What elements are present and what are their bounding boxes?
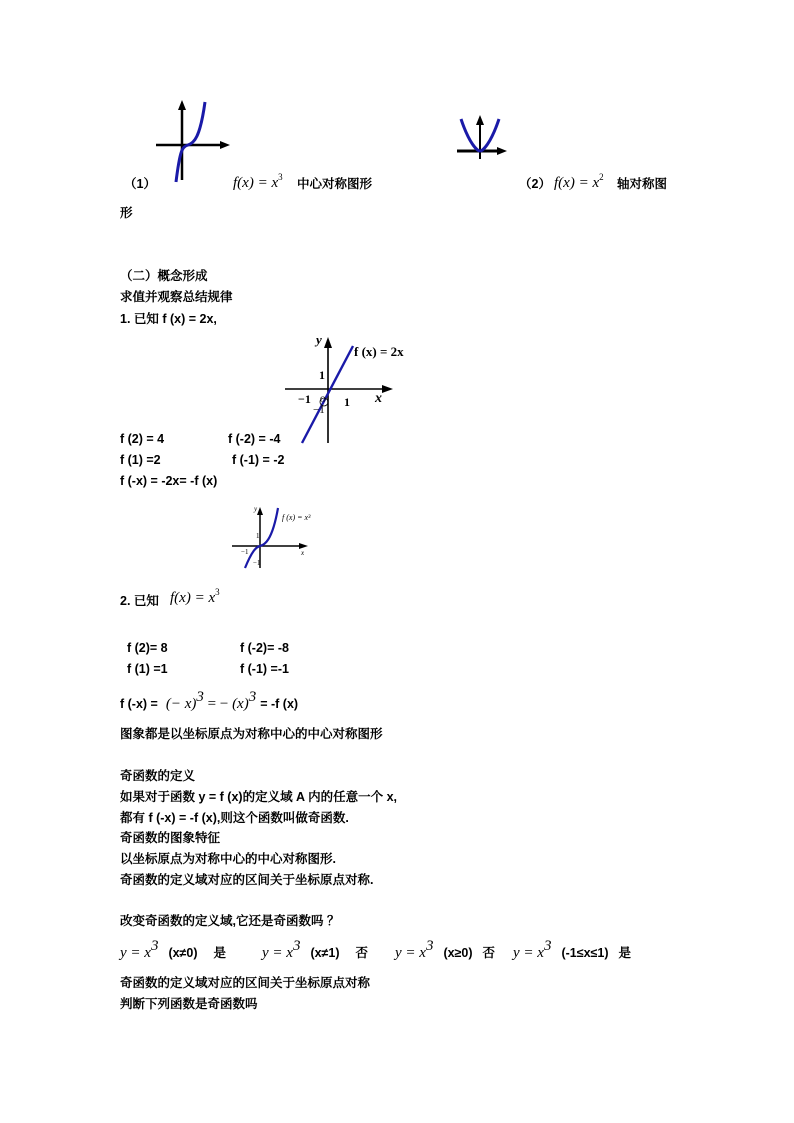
section-heading: （二）概念形成 — [120, 269, 208, 283]
ex1-value-1: f (2) = 4 — [120, 432, 165, 446]
feature-line-2: 奇函数的定义域对应的区间关于坐标原点对称. — [120, 873, 374, 887]
parabola-small-graph — [455, 115, 515, 175]
item1-formula: $f(x) = x^3$ — [233, 172, 283, 191]
question-text: 改变奇函数的定义域,它还是奇函数吗 ？ — [120, 914, 340, 928]
graph1-y-label: y — [316, 332, 322, 347]
case-3: $y = x^3$ (x≥0) 否 — [395, 938, 496, 961]
feature-title: 奇函数的图象特征 — [120, 831, 221, 845]
graph2-tick-yneg1: −1 — [253, 559, 261, 567]
ex1-value-2: f (-2) = -4 — [228, 432, 281, 446]
graph2-x-label: x — [301, 549, 305, 557]
conclusion-text: 奇函数的定义域对应的区间关于坐标原点对称 — [120, 976, 371, 990]
ex1-value-4: f (-1) = -2 — [232, 453, 285, 467]
example1-title: 1. 已知 f (x) = 2x, — [120, 312, 217, 326]
ex1-value-5: f (-x) = -2x= -f (x) — [120, 474, 218, 488]
case-2: $y = x^3$ (x≠1) 否 — [262, 938, 369, 961]
graph2-tick-1: 1 — [256, 532, 260, 540]
graph2-y-label: y — [254, 505, 258, 513]
case-4: $y = x^3$ (-1≤x≤1) 是 — [513, 938, 632, 961]
definition-line-2: 都有 f (-x) = -f (x),则这个函数叫做奇函数. — [120, 811, 349, 825]
cubic-small-graph — [150, 100, 230, 180]
graph1-tick-xneg1: −1 — [298, 392, 311, 406]
ex2-value-4: f (-1) =-1 — [240, 662, 289, 676]
graph2-tick-xneg1: −1 — [241, 548, 249, 556]
ex2-value-3: f (1) =1 — [127, 662, 168, 676]
item2-description: 轴对称图 — [617, 177, 668, 191]
graph1-tick-x1: 1 — [344, 395, 350, 409]
feature-line-1: 以坐标原点为对称中心的中心对称图形. — [120, 852, 336, 866]
case-1: $y = x^3$ (x≠0) 是 — [120, 938, 227, 961]
section-subheading: 求值并观察总结规律 — [120, 290, 233, 304]
ex2-derivation: f (-x) = (− x)$^3$ = − $(x)^3 = -f$ (x) — [120, 689, 299, 712]
item2-number: （2） — [519, 177, 551, 191]
graph1-tick-yneg1: −1 — [313, 404, 325, 416]
ex2-value-2: f (-2)= -8 — [240, 641, 289, 655]
graph1-function-label: f (x) = 2x — [354, 344, 404, 359]
graph2-function-label: f (x) = x³ — [282, 513, 311, 522]
definition-title: 奇函数的定义 — [120, 769, 196, 783]
item1-description: 中心对称图形 — [297, 177, 373, 191]
item1-number: （1） — [124, 177, 156, 191]
judge-prompt: 判断下列函数是奇函数吗 — [120, 997, 258, 1011]
graph1-x-label: x — [375, 391, 382, 406]
graph1-tick-y1: 1 — [319, 368, 325, 382]
observation-text: 图象都是以坐标原点为对称中心的中心对称图形 — [120, 727, 383, 741]
example2-title: 2. 已知 — [120, 594, 159, 608]
definition-line-1: 如果对于函数 y = f (x)的定义域 A 内的任意一个 x, — [120, 790, 397, 804]
ex1-value-3: f (1) =2 — [120, 453, 161, 467]
item2-formula: $f(x) = x^2$ — [554, 172, 604, 191]
ex2-value-1: f (2)= 8 — [127, 641, 168, 655]
item2-description-cont: 形 — [120, 206, 133, 220]
graph1-origin: O — [320, 395, 326, 404]
example2-formula: $f(x) = x^3$ — [170, 587, 220, 606]
